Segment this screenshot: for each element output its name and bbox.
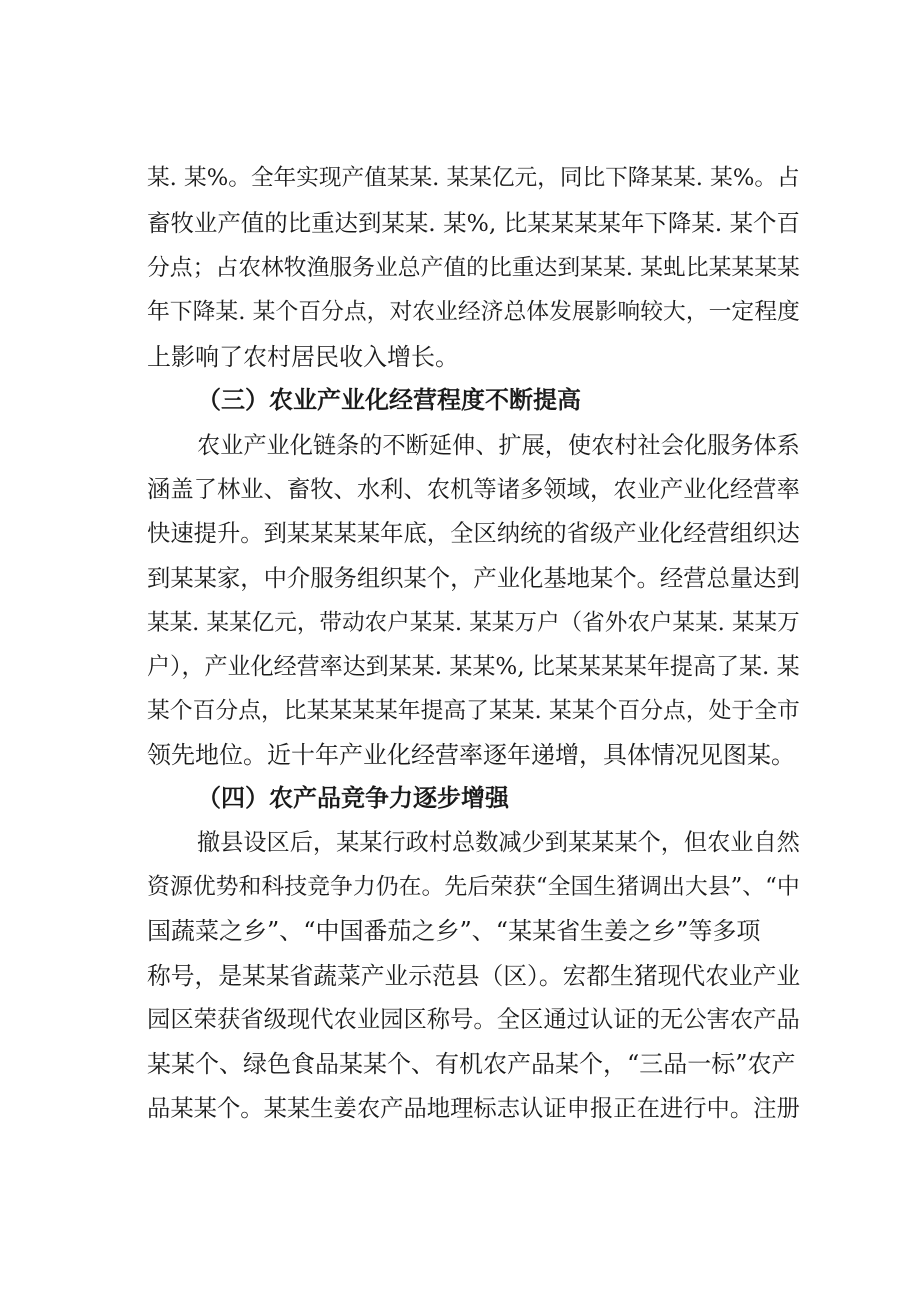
- paragraph-line: [0, 292, 920, 332]
- paragraph-line: [0, 514, 920, 554]
- paragraph-text: 户），产业化经营率达到某某. 某某%, 比某某某某年提高了某. 某: [147, 654, 800, 680]
- paragraph-text: 农业产业化链条的不断延伸、扩展，使农村社会化服务体系: [197, 432, 800, 459]
- paragraph-line: [0, 691, 920, 731]
- paragraph-line: [0, 911, 920, 951]
- paragraph-text: 畜牧业产值的比重达到某某. 某%, 比某某某某年下降某. 某个百: [147, 209, 800, 237]
- paragraph-line: [0, 559, 920, 599]
- paragraph-line: [0, 470, 920, 510]
- paragraph-text: 上影响了农村居民收入增长。: [147, 343, 459, 371]
- paragraph-text: 某某个、绿色食品某某个、有机农产品某个，“三品一标”农产: [147, 1050, 796, 1078]
- paragraph-text: 某个百分点，比某某某某年提高了某某. 某某个百分点，处于全市: [147, 698, 800, 724]
- paragraph-text: 分点；占农林牧渔服务业总产值的比重达到某某. 某虬比某某某某: [147, 255, 800, 281]
- paragraph-line: [0, 426, 920, 466]
- paragraph-text: 国蔬菜之乡”、“中国番茄之乡”、“某某省生姜之乡”等多项: [147, 917, 761, 945]
- paragraph-line: [0, 956, 920, 996]
- paragraph-text: 园区荣获省级现代农业园区称号。全区通过认证的无公害农产品: [147, 1006, 800, 1033]
- paragraph-text: 领先地位。近十年产业化经营率逐年递增，具体情况见图某。: [147, 741, 795, 769]
- paragraph-text: 资源优势和科技竞争力仍在。先后荣获“全国生猪调出大县”、“中: [147, 874, 800, 900]
- paragraph-line: [0, 203, 920, 243]
- paragraph-text: 品某某个。某某生姜农产品地理标志认证申报正在进行中。注册: [147, 1095, 800, 1122]
- section-4-heading: （四）农产品竞争力逐步增强: [197, 784, 509, 812]
- paragraph-text: 快速提升。到某某某某年底，全区纳统的省级产业化经营组织达: [147, 520, 800, 547]
- paragraph-line: [0, 647, 920, 687]
- paragraph-line: [0, 248, 920, 288]
- paragraph-line: [0, 603, 920, 643]
- paragraph-line: [0, 337, 920, 377]
- paragraph-text: 年下降某. 某个百分点，对农业经济总体发展影响较大，一定程度: [147, 299, 800, 325]
- paragraph-line: [0, 823, 920, 863]
- paragraph-text: 撤县设区后，某某行政村总数减少到某某某个，但农业自然: [197, 829, 800, 856]
- paragraph-text: 到某某家，中介服务组织某个，产业化基地某个。经营总量达到: [147, 565, 800, 592]
- paragraph-line: [0, 158, 920, 198]
- section-3-heading: （三）农业产业化经营程度不断提高: [197, 386, 581, 414]
- paragraph-text: 某某. 某某亿元，带动农户某某. 某某万户（省外农户某某. 某某万: [147, 610, 800, 636]
- paragraph-text: 称号，是某某省蔬菜产业示范县（区）。宏都生猪现代农业产业: [147, 962, 801, 990]
- section-heading: [0, 778, 920, 818]
- section-heading: [0, 380, 920, 420]
- paragraph-line: [0, 735, 920, 775]
- paragraph-line: [0, 867, 920, 907]
- paragraph-line: [0, 1044, 920, 1084]
- paragraph-line: [0, 1000, 920, 1040]
- paragraph-text: 涵盖了林业、畜牧、水利、农机等诸多领域，农业产业化经营率: [147, 476, 800, 503]
- paragraph-line: [0, 1089, 920, 1129]
- paragraph-text: 某. 某%。全年实现产值某某. 某某亿元，同比下降某某. 某%。占: [147, 165, 800, 191]
